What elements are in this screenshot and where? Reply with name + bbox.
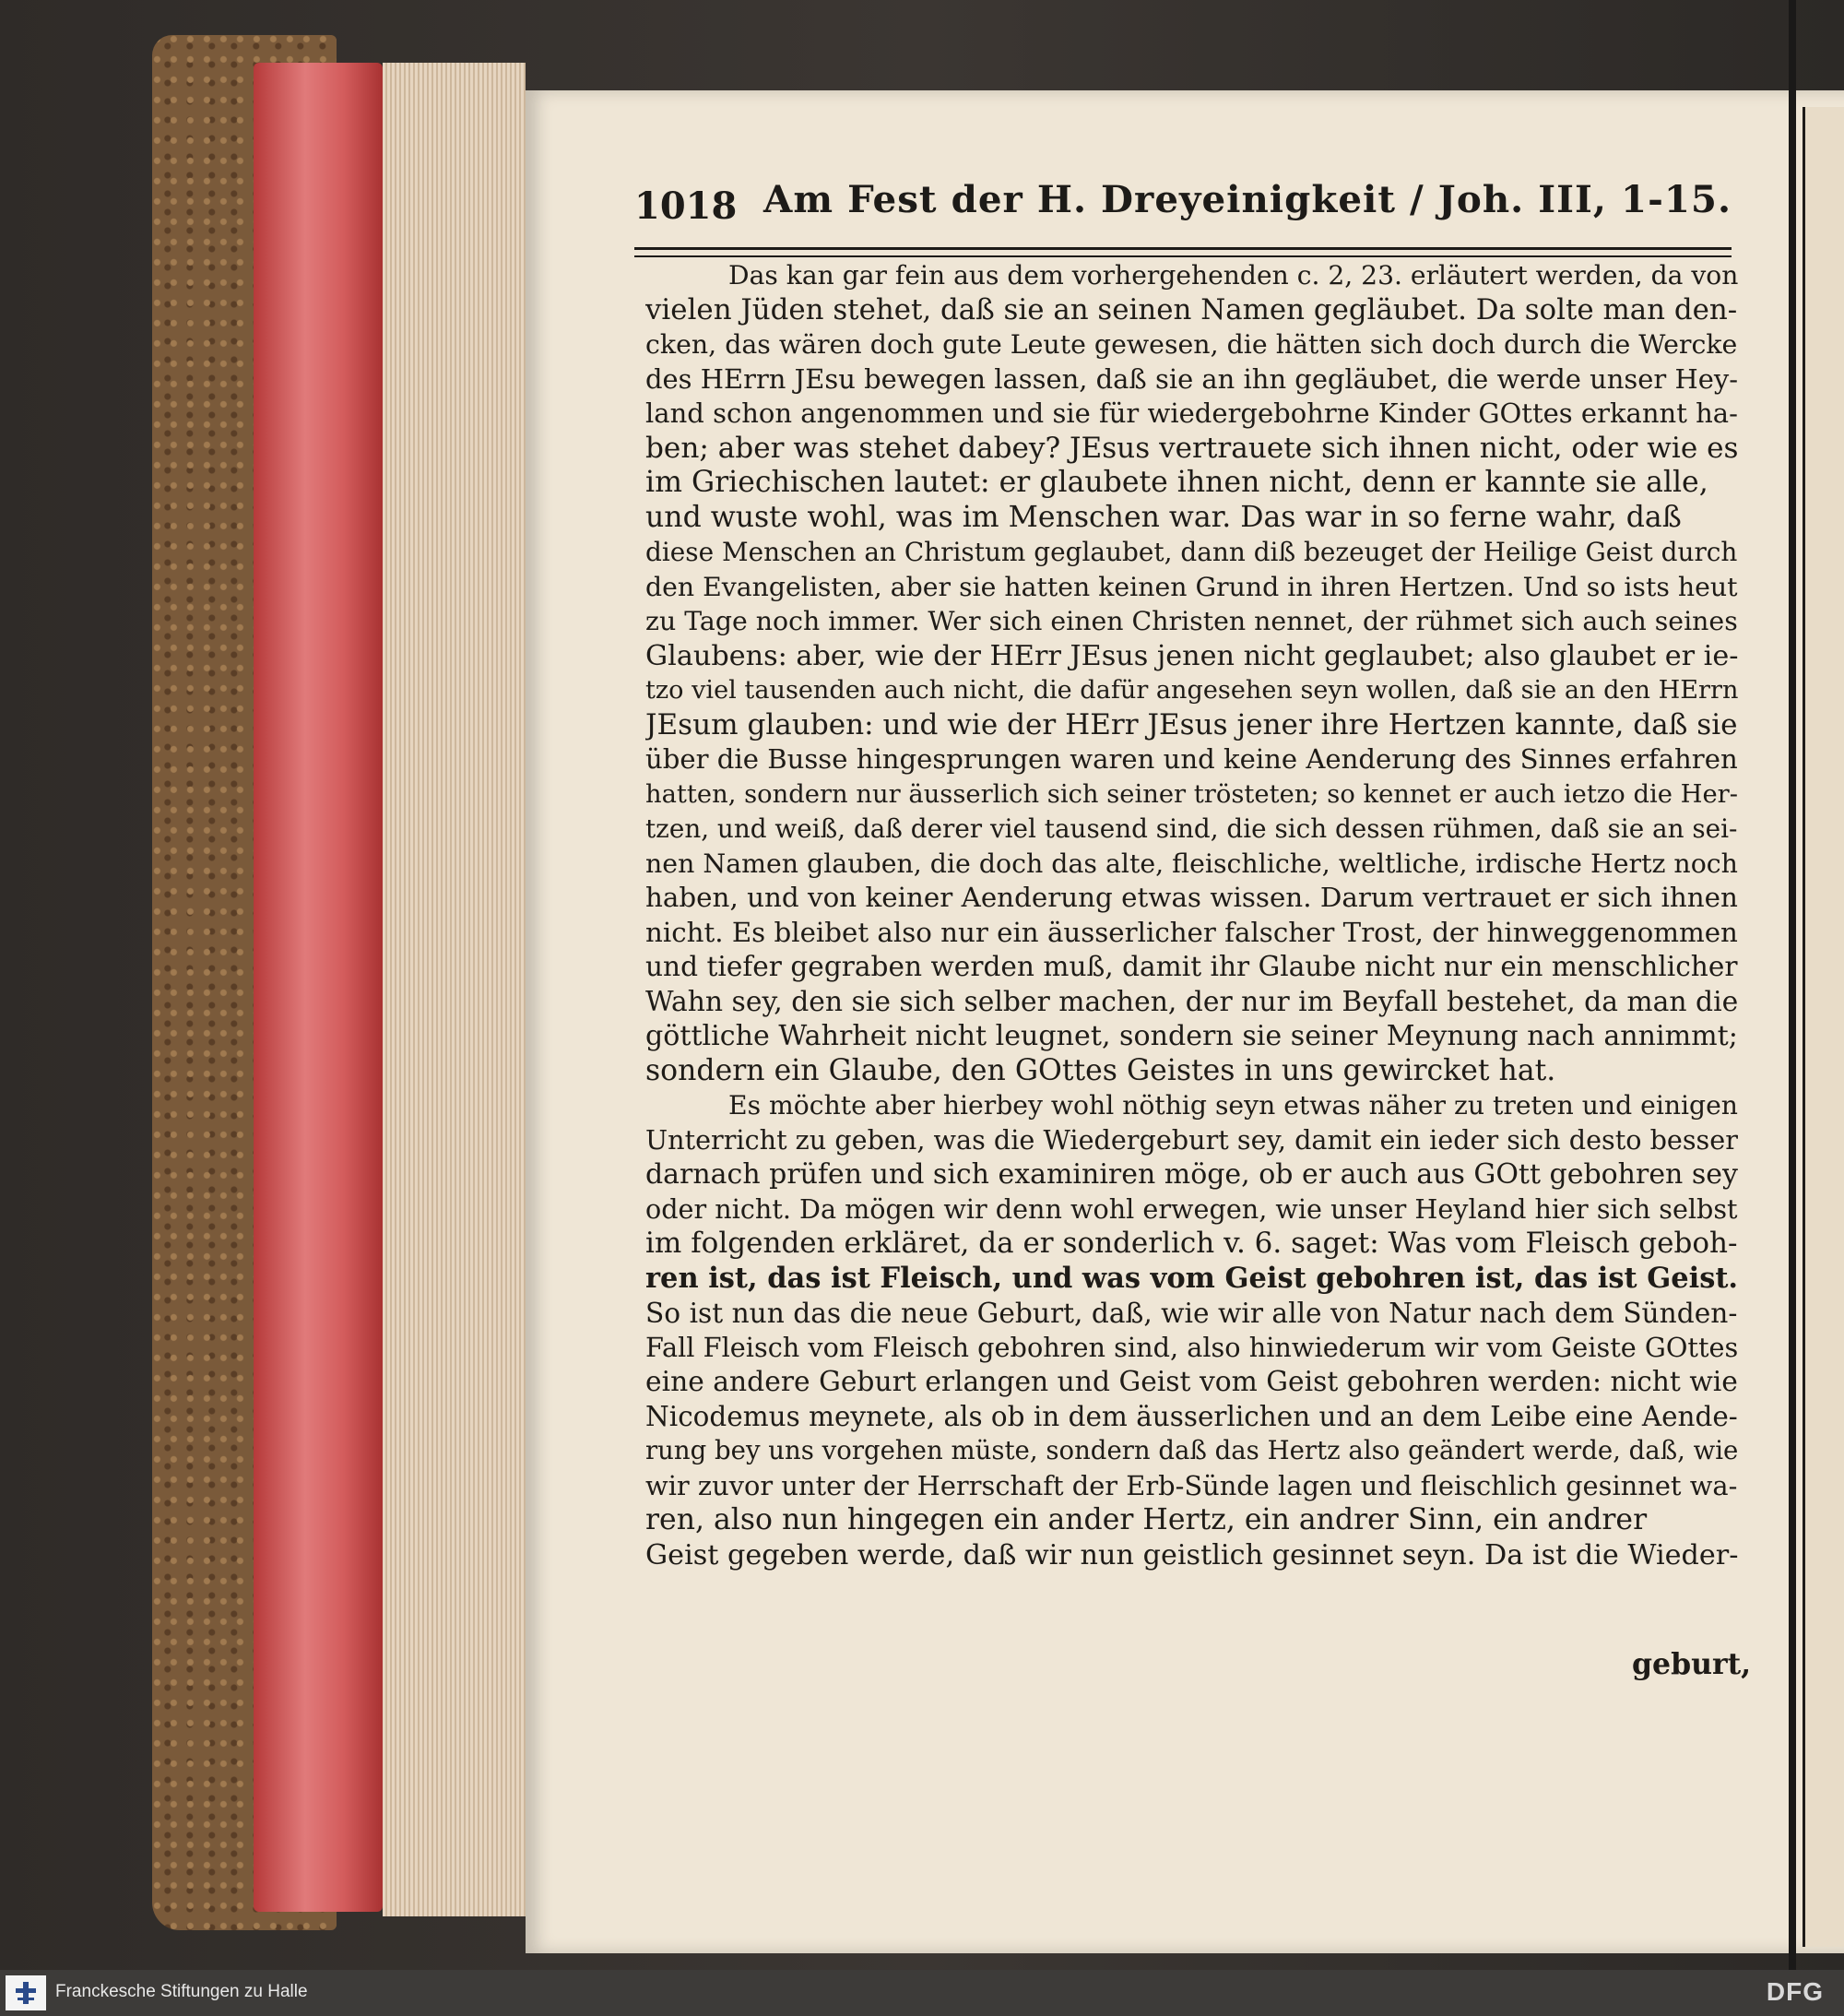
- red-page-edge: [254, 63, 383, 1912]
- facing-page-edge: [1803, 107, 1844, 1947]
- text-line: ren ist, das ist Fleisch, und was vom Geist gebohren ist, das ist Geist.: [645, 1261, 1738, 1295]
- text-line: Das kan gar fein aus dem vorhergehenden c. 2, 23. erläutert werden, da von: [728, 260, 1738, 291]
- francke-foundation-logo-icon[interactable]: [6, 1975, 46, 2010]
- text-line: im folgenden erkläret, da er sonderlich v. 6. saget: Was vom Fleisch geboh-: [645, 1227, 1738, 1260]
- dfg-logo[interactable]: DFG: [1766, 1977, 1824, 2006]
- logo-graphic: [12, 1979, 40, 2007]
- text-line: haben, und von keiner Aenderung etwas wissen. Darum vertrauet er sich ihnen: [645, 882, 1738, 913]
- text-line: sondern ein Glaube, den GOttes Geistes in uns gewircket hat.: [645, 1053, 1556, 1087]
- text-line: nen Namen glauben, die doch das alte, fleischliche, weltliche, irdische Hertz noch: [645, 848, 1738, 879]
- text-line: tzen, und weiß, daß derer viel tausend sind, die sich dessen rühmen, daß sie an sei-: [645, 813, 1738, 844]
- text-line: des HErrn JEsu bewegen lassen, daß sie an ihn gegläubet, die werde unser Hey-: [645, 362, 1738, 395]
- catchword: geburt,: [1632, 1647, 1752, 1681]
- text-line: So ist nun das die neue Geburt, daß, wie wir alle von Natur nach dem Sünden-: [645, 1297, 1738, 1329]
- text-line: oder nicht. Da mögen wir denn wohl erwegen, wie unser Heyland hier sich selbst: [645, 1192, 1738, 1225]
- text-line: nicht. Es bleibet also nur ein äusserlicher falscher Trost, der hinweggenommen: [645, 916, 1738, 948]
- text-line: und wuste wohl, was im Menschen war. Das war in so ferne wahr, daß: [645, 500, 1682, 534]
- text-line: und tiefer gegraben werden muß, damit ihr Glaube nicht nur ein menschlicher: [645, 951, 1738, 982]
- text-line: Unterricht zu geben, was die Wiedergeburt sey, damit ein ieder sich desto besser: [645, 1123, 1738, 1156]
- text-line: tzo viel tausenden auch nicht, die dafür angesehen seyn wollen, daß sie an den HErrn: [645, 676, 1738, 705]
- running-title: Am Fest der H. Dreyeinigkeit / Joh. III, 1-15.: [763, 177, 1732, 221]
- text-line: im Griechischen lautet: er glaubete ihnen nicht, denn er kannte sie alle,: [645, 466, 1708, 499]
- text-line: eine andere Geburt erlangen und Geist vom Geist gebohren werden: nicht wie: [645, 1366, 1738, 1398]
- text-line: wir zuvor unter der Herrschaft der Erb-Sünde lagen und fleischlich gesinnet wa-: [645, 1469, 1738, 1501]
- scanner-clip: [1789, 0, 1796, 1974]
- text-line: Fall Fleisch vom Fleisch gebohren sind, also hinwiederum wir vom Geiste GOttes: [645, 1331, 1738, 1363]
- page-stack: [383, 63, 526, 1916]
- page-number: 1018: [634, 184, 738, 228]
- header-rule: [634, 247, 1732, 257]
- text-line: Wahn sey, den sie sich selber machen, der nur im Beyfall bestehet, da man die: [645, 985, 1738, 1018]
- institution-label[interactable]: Franckesche Stiftungen zu Halle: [55, 1982, 308, 2001]
- text-line: hatten, sondern nur äusserlich sich seiner trösteten; so kennet er auch ietzo die Her-: [645, 779, 1738, 809]
- page-header: [634, 177, 1732, 249]
- text-line: ben; aber was stehet dabey? JEsus vertrauete sich ihnen nicht, oder wie es: [645, 431, 1738, 465]
- text-line: rung bey uns vorgehen müste, sondern daß das Hertz also geändert werde, daß, wie: [645, 1436, 1738, 1465]
- text-line: land schon angenommen und sie für wiedergebohrne Kinder GOttes erkannt ha-: [645, 397, 1738, 429]
- viewer-footer: [0, 1970, 1844, 2016]
- text-line: ren, also nun hingegen ein ander Hertz, ein andrer Sinn, ein andrer: [645, 1503, 1648, 1536]
- text-line: darnach prüfen und sich examiniren möge, ob er auch aus GOtt gebohren sey: [645, 1158, 1738, 1191]
- text-line: diese Menschen an Christum geglaubet, dann diß bezeuget der Heilige Geist durch: [645, 537, 1738, 567]
- body-text: [645, 258, 1738, 1572]
- text-line: Nicodemus meynete, als ob in dem äusserlichen und an dem Leibe eine Aende-: [645, 1400, 1738, 1432]
- text-line: vielen Jüden stehet, daß sie an seinen Namen gegläubet. Da solte man den-: [645, 292, 1738, 326]
- text-line: zu Tage noch immer. Wer sich einen Christen nennet, der rühmet sich auch seines: [645, 606, 1738, 636]
- text-line: Es möchte aber hierbey wohl nöthig seyn etwas näher zu treten und einigen: [728, 1090, 1738, 1121]
- text-line: Glaubens: aber, wie der HErr JEsus jenen nicht geglaubet; also glaubet er ie-: [645, 639, 1738, 672]
- text-line: Geist gegeben werde, daß wir nun geistlich gesinnet seyn. Da ist die Wieder-: [645, 1538, 1738, 1571]
- text-line: den Evangelisten, aber sie hatten keinen Grund in ihren Hertzen. Und so ists heut: [645, 571, 1738, 602]
- text-line: göttliche Wahrheit nicht leugnet, sondern sie seiner Meynung nach annimmt;: [645, 1020, 1738, 1052]
- text-line: cken, das wären doch gute Leute gewesen, die hätten sich doch durch die Wercke: [645, 329, 1738, 360]
- text-line: JEsum glauben: und wie der HErr JEsus jener ihre Hertzen kannte, daß sie: [645, 707, 1738, 741]
- text-line: über die Busse hingesprungen waren und keine Aenderung des Sinnes erfahren: [645, 743, 1738, 775]
